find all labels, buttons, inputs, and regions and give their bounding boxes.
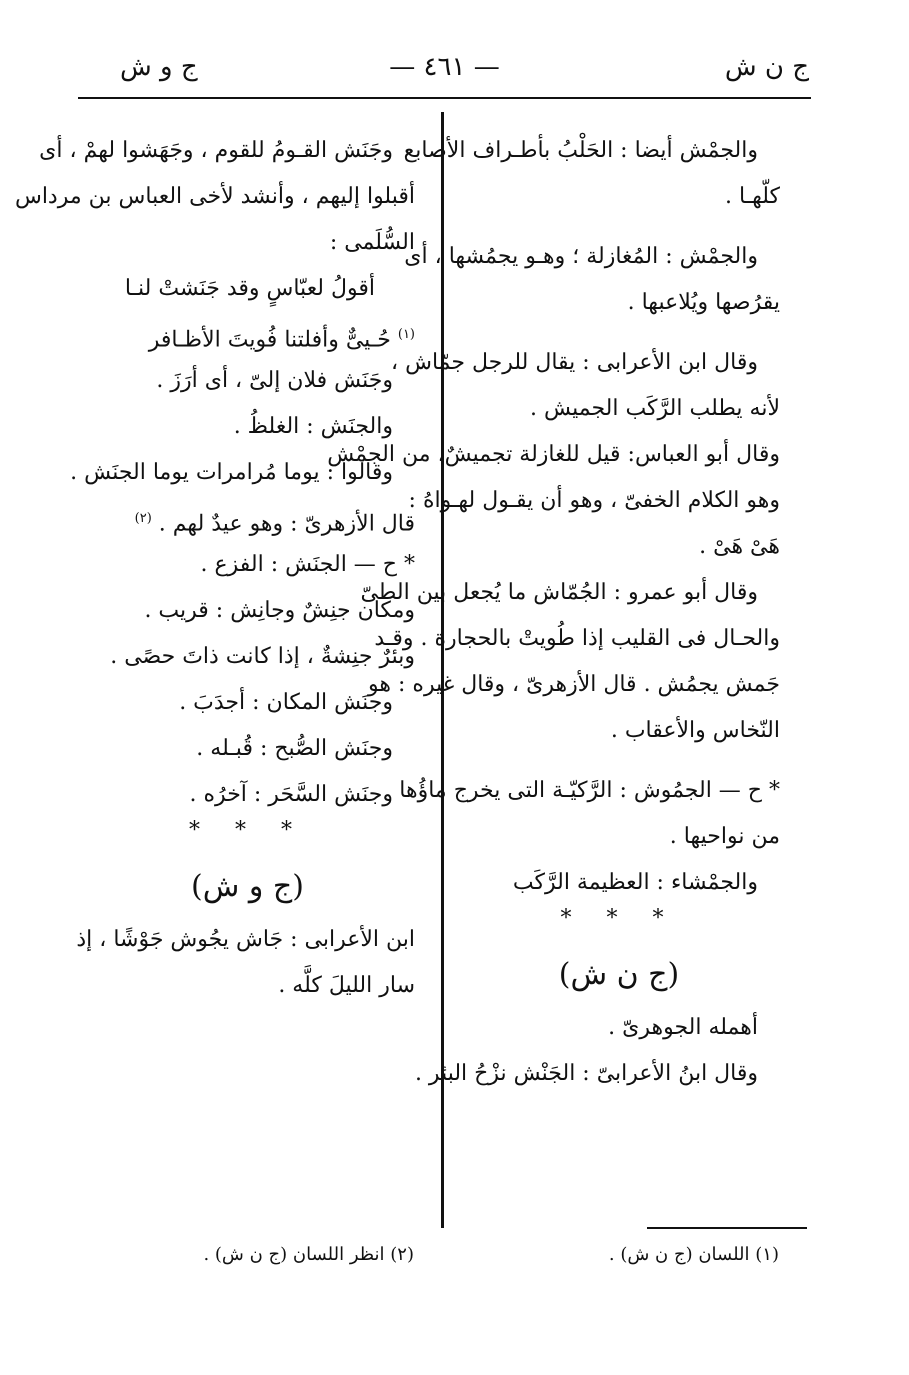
text-line: النّخاس والأعقاب .: [610, 718, 780, 743]
text-line: هَىْ هَىْ .: [699, 534, 780, 559]
text-line: جَمش يجمُش . قال الأزهرىّ ، وقال غيره : هو: [368, 672, 780, 697]
text-line: لأنه يطلب الرَّكَب الجميش .: [530, 396, 780, 421]
text-line: وقال أبو العباس: قيل للغازلة تجميشٌ، من الجمْش: [327, 442, 780, 467]
section-title: (ج و ش): [191, 869, 304, 904]
page-header: [80, 52, 809, 92]
text-line: وقال ابن الأعرابى : يقال للرجل جمّاش ،: [391, 350, 758, 375]
header-root-right: ج ن ش: [724, 52, 809, 82]
text-line: أهمله الجوهرىّ .: [608, 1015, 758, 1040]
header-root-left: ج و ش: [120, 52, 198, 82]
text-line: والجنَش : الغلظُ .: [233, 414, 393, 439]
section-stars: * * *: [189, 818, 306, 843]
verse-line: [80, 312, 415, 358]
text-line: ابن الأعرابى : جَاش يجُوش جَوْشًا ، إذ: [76, 927, 415, 952]
text-line: وقال ابنُ الأعرابىّ : الجَنْش نزْحُ البئر .: [414, 1061, 758, 1086]
section-title: (ج ن ش): [558, 957, 680, 992]
page-number: — ٤٦١ —: [389, 52, 500, 82]
footnote-marker: (١): [397, 327, 415, 342]
text-line: والحـال فى القليب إذا طُويتْ بالحجارة . وقـد: [374, 626, 780, 651]
text-line: وقالوا : يوما مُرامرات يوما الجنَش .: [70, 460, 393, 485]
section-stars: * * *: [560, 906, 678, 931]
verse-line: أقولُ لعبّاسٍ وقد جَنَشتْ لنـا: [124, 276, 375, 301]
text-line: سار الليلَ كلَّه .: [278, 973, 415, 998]
header-rule: [78, 97, 811, 99]
text-line: وجَنَش فلان إلىّ ، أى أرَزَ .: [156, 368, 393, 393]
text-line: * ح — الجنَش : الفزع .: [200, 552, 415, 577]
text-line: والجمْشاء : العظيمة الرَّكَب: [512, 870, 758, 895]
text-line: وجنَش المكان : أجدَبَ .: [179, 690, 393, 715]
footnote-2: (٢) انظر اللسان (ج ن ش) .: [203, 1244, 414, 1265]
footnote-rule: [647, 1227, 807, 1229]
text-line: وبئرٌ جنِشةٌ ، إذا كانت ذاتَ حصًى .: [110, 644, 415, 669]
footnote-marker: (٢): [134, 511, 152, 526]
text-line: يقرُصها ويُلاعبها .: [627, 290, 780, 315]
text-line: وجنَش الصُّبح : قُبـله .: [196, 736, 393, 761]
text-line: السُّلَمى :: [329, 230, 415, 255]
text-line: والجمْش أيضا : الحَلْبُ بأطـراف الأصابع: [403, 138, 758, 163]
text-line: أقبلوا إليهم ، وأنشد لأخى العباس بن مرداس: [14, 184, 415, 209]
text-line: وقال أبو عمرو : الجُمّاش ما يُجعل بين الطىّ: [360, 580, 758, 605]
footnote-1: (١) اللسان (ج ن ش) .: [608, 1244, 779, 1265]
left-column: [14, 128, 415, 1009]
verse-text: حُـيىٌّ وأفلتنا فُويتَ الأظـافر: [148, 327, 391, 353]
text-segment: قال الأزهرىّ : وهو عيدٌ لهم .: [158, 511, 415, 537]
text-line: كلّهـا .: [724, 184, 780, 209]
text-line: ومكان جنِشٌ وجانِش : قريب .: [144, 598, 415, 623]
text-line: وجَنَش القـومُ للقوم ، وجَهَشوا لهمْ ، أى: [39, 138, 393, 163]
text-line: وهو الكلام الخفىّ ، وهو أن يقـول لهـواهُ :: [408, 488, 780, 513]
text-line: من نواحيها .: [669, 824, 780, 849]
text-line: وجنَش السَّحَر : آخرُه .: [189, 782, 393, 807]
text-line: والجمْش : المُغازلة ؛ وهـو يجمُشها ، أى: [404, 244, 758, 269]
text-line: [80, 496, 415, 542]
text-line: * ح — الجمُوش : الرَّكيّـة التى يخرج ماؤُها: [399, 778, 780, 803]
